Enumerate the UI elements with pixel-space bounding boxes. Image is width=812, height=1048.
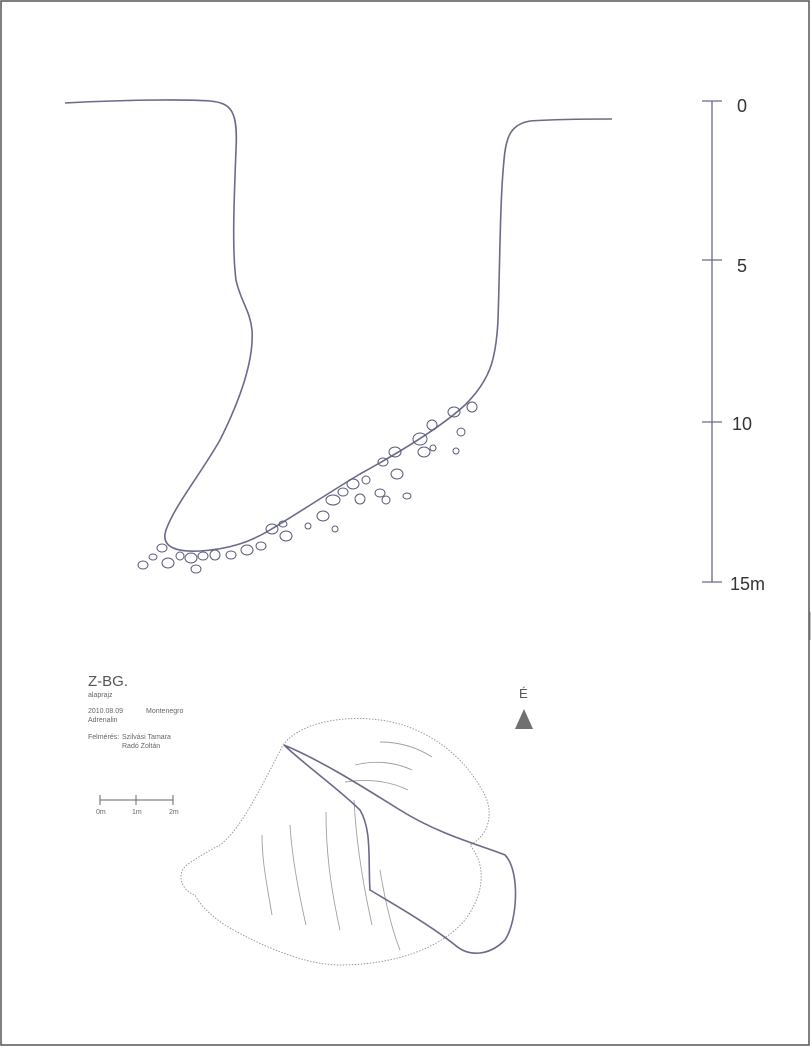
depth-label-0: 0 xyxy=(737,96,748,116)
cave-code: Z-BG. xyxy=(88,673,128,690)
slope-hachures xyxy=(262,742,432,950)
bar-scale-label-1: 1m xyxy=(132,809,142,816)
bar-scale-label-2: 2m xyxy=(169,809,179,816)
survey-country: Montenegro xyxy=(146,708,184,715)
info-block xyxy=(88,673,183,750)
sheet-border xyxy=(1,1,809,1045)
surveyor-2: Radó Zoltán xyxy=(122,743,161,750)
surface-contour xyxy=(181,718,489,965)
passage-outline xyxy=(284,745,516,953)
north-arrow-icon xyxy=(515,709,533,729)
survey-date: 2010.08.09 xyxy=(88,708,124,715)
profile-section xyxy=(65,100,612,573)
depth-scale xyxy=(702,96,765,594)
north-arrow xyxy=(515,686,533,729)
survey-team: Adrenalin xyxy=(88,717,118,724)
plan-view xyxy=(181,718,516,965)
survey-label: Felmérés: xyxy=(88,734,120,741)
surveyor-1: Szilvási Tamara xyxy=(122,734,171,741)
bar-scale-label-0: 0m xyxy=(96,809,106,816)
plan-subtitle: alaprajz xyxy=(88,692,113,699)
profile-outline xyxy=(65,100,612,551)
bar-scale xyxy=(96,795,179,816)
depth-label-5: 5 xyxy=(737,256,748,276)
north-label: É xyxy=(519,686,528,701)
depth-label-10: 10 xyxy=(732,414,753,434)
depth-label-15: 15m xyxy=(730,574,766,594)
